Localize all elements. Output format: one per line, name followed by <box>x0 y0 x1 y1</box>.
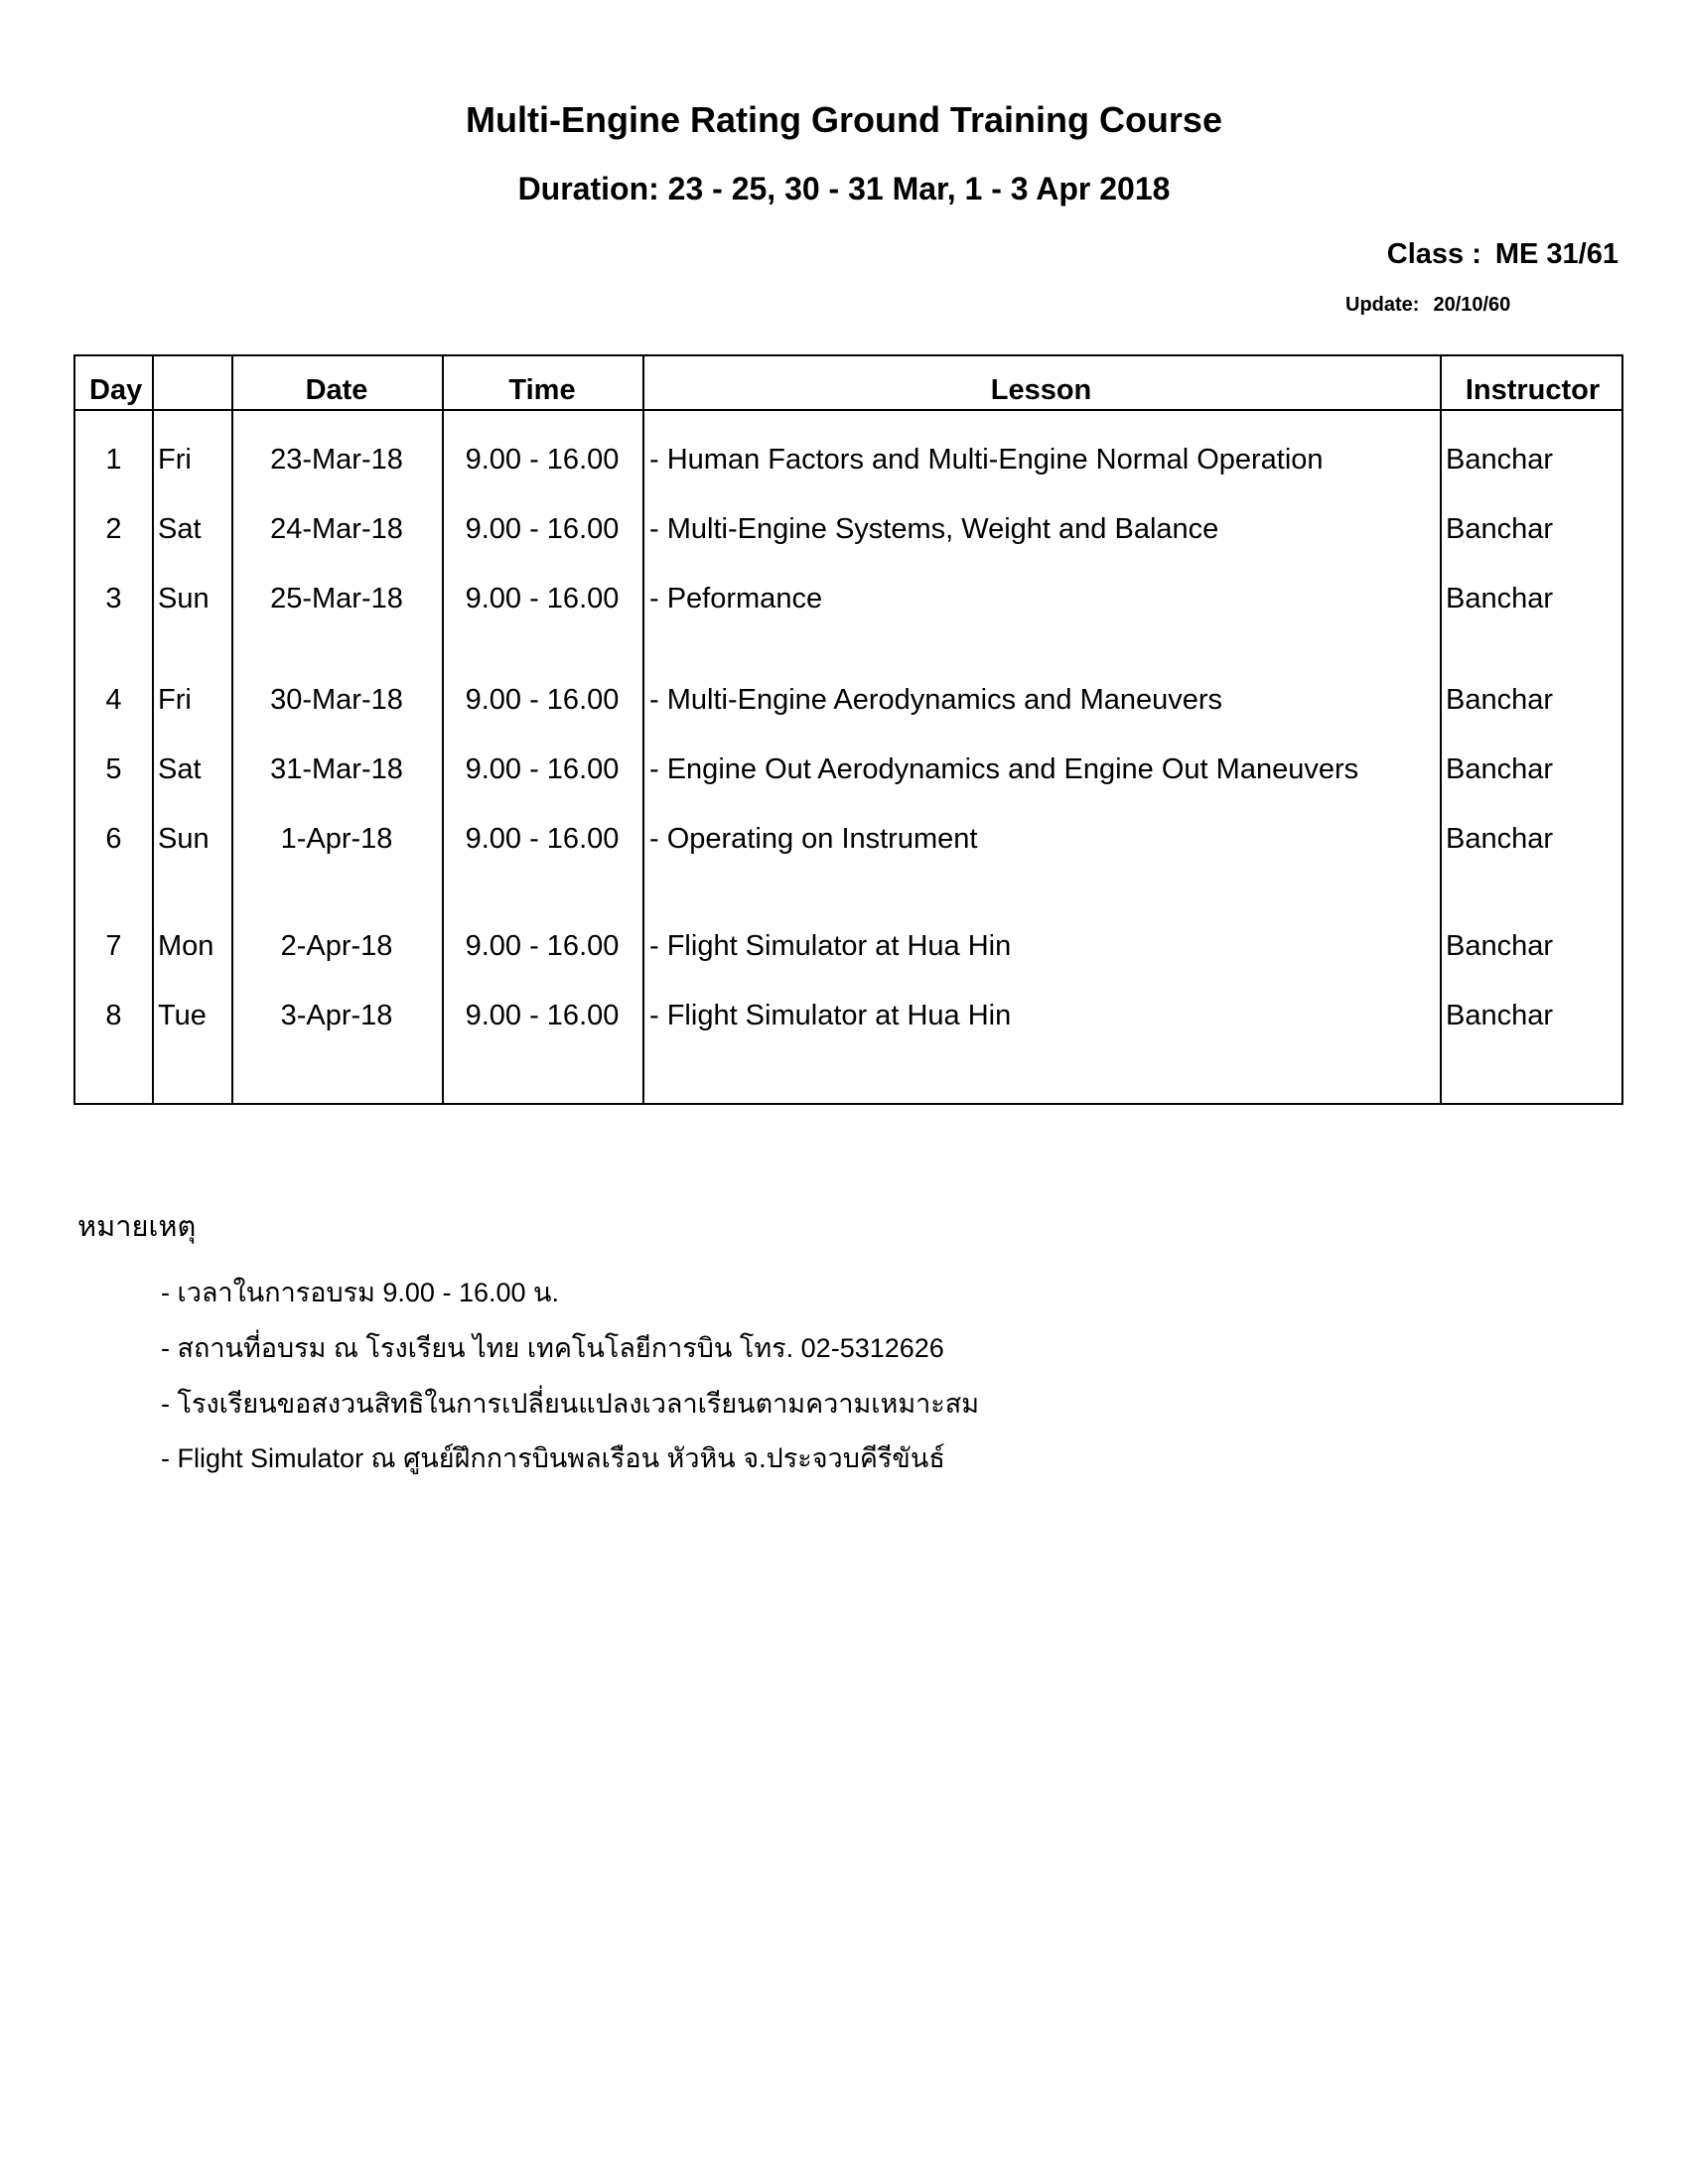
cell-time: 9.00 - 16.00 <box>465 513 620 545</box>
cell-weekday: Sun <box>158 583 210 614</box>
cell-day: 2 <box>105 513 122 545</box>
page-title: Multi-Engine Rating Ground Training Course <box>466 99 1222 140</box>
cell-instructor: Banchar <box>1446 513 1554 545</box>
course-duration: Duration: 23 - 25, 30 - 31 Mar, 1 - 3 Apr 2018 <box>517 171 1171 206</box>
cell-weekday: Sat <box>158 513 202 545</box>
class-value: ME 31/61 <box>1494 238 1618 270</box>
header-divider <box>75 409 1621 411</box>
cell-weekday: Sun <box>158 823 210 855</box>
cell-date: 24-Mar-18 <box>270 513 403 545</box>
cell-instructor: Banchar <box>1446 583 1554 614</box>
class-label: Class : <box>1386 238 1481 270</box>
cell-date: 30-Mar-18 <box>270 684 403 716</box>
update-value: 20/10/60 <box>1433 294 1511 316</box>
cell-day: 4 <box>105 684 122 716</box>
cell-time: 9.00 - 16.00 <box>465 684 620 716</box>
cell-day: 3 <box>105 583 122 614</box>
header-date: Date <box>305 374 368 406</box>
column-divider <box>1440 356 1442 1103</box>
cell-lesson: - Multi-Engine Systems, Weight and Balance <box>649 513 1219 545</box>
cell-date: 25-Mar-18 <box>270 583 403 614</box>
cell-time: 9.00 - 16.00 <box>465 1000 620 1031</box>
cell-date: 31-Mar-18 <box>270 753 403 785</box>
class-info <box>1387 238 1618 271</box>
cell-date: 23-Mar-18 <box>270 444 403 476</box>
header-time: Time <box>508 374 576 406</box>
cell-instructor: Banchar <box>1446 823 1554 855</box>
notes-title: หมายเหตุ <box>77 1211 197 1243</box>
cell-day: 8 <box>105 1000 122 1031</box>
note-item: - เวลาในการอบรม 9.00 - 16.00 น. <box>161 1278 559 1307</box>
cell-day: 1 <box>105 444 122 476</box>
note-item: - โรงเรียนขอสงวนสิทธิในการเปลี่ยนแปลงเวลาเรียนตามความเหมาะสม <box>161 1389 980 1419</box>
cell-lesson: - Flight Simulator at Hua Hin <box>649 1000 1012 1031</box>
schedule-table <box>73 354 1623 1105</box>
cell-instructor: Banchar <box>1446 753 1554 785</box>
header-day: Day <box>89 374 143 406</box>
cell-instructor: Banchar <box>1446 684 1554 716</box>
cell-weekday: Sat <box>158 753 202 785</box>
cell-lesson: - Operating on Instrument <box>649 823 978 855</box>
cell-weekday: Fri <box>158 684 192 716</box>
cell-time: 9.00 - 16.00 <box>465 444 620 476</box>
cell-day: 5 <box>105 753 122 785</box>
cell-day: 7 <box>105 930 122 962</box>
cell-time: 9.00 - 16.00 <box>465 930 620 962</box>
cell-lesson: - Human Factors and Multi-Engine Normal Operation <box>649 444 1324 476</box>
cell-instructor: Banchar <box>1446 1000 1554 1031</box>
cell-weekday: Tue <box>158 1000 207 1031</box>
header-instructor: Instructor <box>1465 374 1601 406</box>
cell-weekday: Fri <box>158 444 192 476</box>
note-item: - สถานที่อบรม ณ โรงเรียน ไทย เทคโนโลยีการบิน โทร. 02-5312626 <box>161 1333 944 1363</box>
cell-instructor: Banchar <box>1446 930 1554 962</box>
cell-lesson: - Flight Simulator at Hua Hin <box>649 930 1012 962</box>
cell-date: 3-Apr-18 <box>280 1000 393 1031</box>
cell-time: 9.00 - 16.00 <box>465 583 620 614</box>
cell-weekday: Mon <box>158 930 214 962</box>
update-info <box>1345 294 1510 317</box>
cell-lesson: - Peformance <box>649 583 823 614</box>
header-lesson: Lesson <box>990 374 1092 406</box>
update-label: Update: <box>1345 294 1420 316</box>
cell-time: 9.00 - 16.00 <box>465 753 620 785</box>
cell-time: 9.00 - 16.00 <box>465 823 620 855</box>
cell-date: 1-Apr-18 <box>280 823 393 855</box>
note-item: - Flight Simulator ณ ศูนย์ฝึกการบินพลเรือน หัวหิน จ.ประจวบคีรีขันธ์ <box>161 1443 945 1473</box>
cell-date: 2-Apr-18 <box>280 930 393 962</box>
column-divider <box>152 356 154 1103</box>
cell-lesson: - Multi-Engine Aerodynamics and Maneuvers <box>649 684 1223 716</box>
cell-day: 6 <box>105 823 122 855</box>
cell-lesson: - Engine Out Aerodynamics and Engine Out Maneuvers <box>649 753 1359 785</box>
column-divider <box>642 356 644 1103</box>
cell-instructor: Banchar <box>1446 444 1554 476</box>
